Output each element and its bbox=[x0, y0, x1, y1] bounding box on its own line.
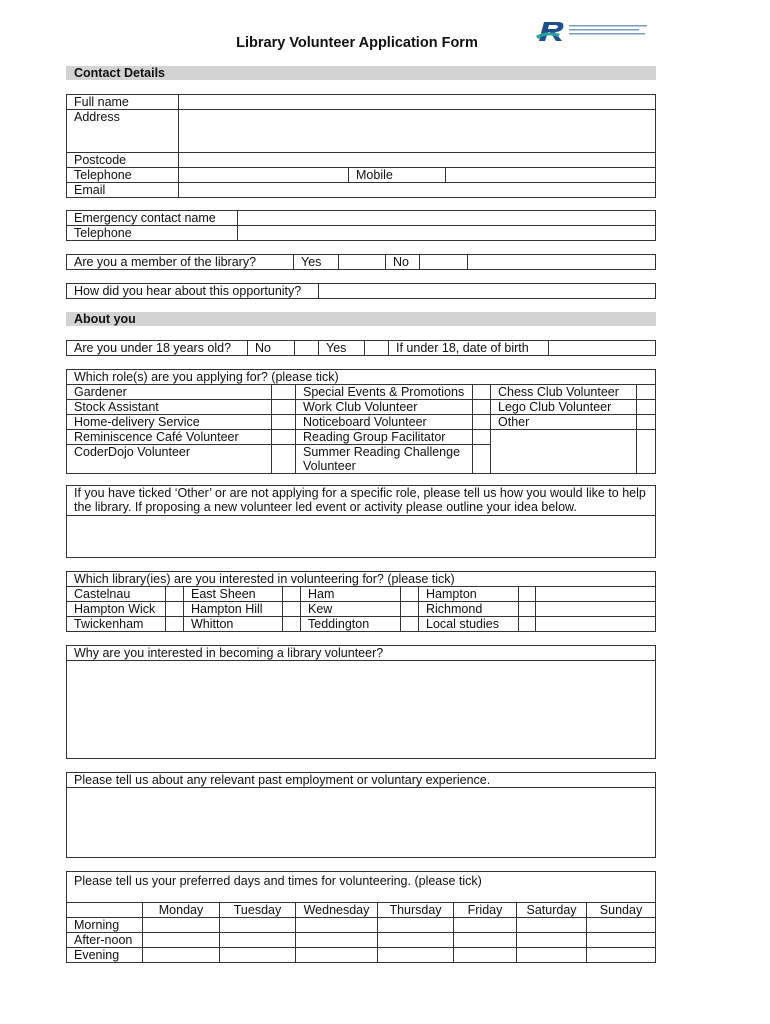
full-name-label: Full name bbox=[67, 95, 179, 110]
role-label: Other bbox=[491, 415, 637, 430]
time-label: Morning bbox=[67, 918, 143, 933]
library-label: East Sheen bbox=[184, 587, 283, 602]
role-checkbox[interactable] bbox=[637, 415, 656, 430]
library-label: Local studies bbox=[419, 617, 519, 632]
membership-no-checkbox[interactable] bbox=[420, 255, 468, 270]
address-label: Address bbox=[67, 110, 179, 153]
schedule-checkbox[interactable] bbox=[296, 948, 378, 963]
role-checkbox[interactable] bbox=[272, 385, 296, 400]
postcode-label: Postcode bbox=[67, 153, 179, 168]
schedule-checkbox[interactable] bbox=[220, 918, 296, 933]
under18-question: Are you under 18 years old? bbox=[67, 341, 248, 356]
schedule-checkbox[interactable] bbox=[378, 948, 454, 963]
role-label: Reading Group Facilitator bbox=[296, 430, 473, 445]
heard-table bbox=[66, 283, 656, 299]
role-label: Stock Assistant bbox=[67, 400, 272, 415]
role-checkbox[interactable] bbox=[473, 445, 491, 474]
library-checkbox[interactable] bbox=[166, 602, 184, 617]
library-checkbox[interactable] bbox=[519, 617, 536, 632]
emergency-contact-field[interactable] bbox=[238, 211, 656, 226]
library-checkbox[interactable] bbox=[283, 587, 301, 602]
schedule-checkbox[interactable] bbox=[454, 933, 517, 948]
library-checkbox[interactable] bbox=[166, 587, 184, 602]
library-label: Ham bbox=[301, 587, 401, 602]
heard-field[interactable] bbox=[319, 284, 656, 299]
telephone-label: Telephone bbox=[67, 168, 179, 183]
role-label: Noticeboard Volunteer bbox=[296, 415, 473, 430]
heard-question: How did you hear about this opportunity? bbox=[67, 284, 319, 299]
library-label: Hampton Hill bbox=[184, 602, 283, 617]
day-header: Friday bbox=[454, 903, 517, 918]
library-checkbox[interactable] bbox=[283, 617, 301, 632]
schedule-checkbox[interactable] bbox=[517, 948, 587, 963]
why-table bbox=[66, 645, 656, 759]
role-checkbox[interactable] bbox=[473, 430, 491, 445]
under18-yes-checkbox[interactable] bbox=[365, 341, 389, 356]
emergency-telephone-label: Telephone bbox=[67, 226, 238, 241]
library-label: Castelnau bbox=[67, 587, 166, 602]
library-checkbox[interactable] bbox=[401, 617, 419, 632]
full-name-field[interactable] bbox=[179, 95, 656, 110]
role-checkbox[interactable] bbox=[272, 415, 296, 430]
day-header: Sunday bbox=[587, 903, 656, 918]
email-field[interactable] bbox=[179, 183, 656, 198]
schedule-corner-cell bbox=[67, 903, 143, 918]
schedule-checkbox[interactable] bbox=[143, 948, 220, 963]
contact-table bbox=[66, 94, 656, 198]
emergency-telephone-field[interactable] bbox=[238, 226, 656, 241]
library-empty-cell bbox=[536, 617, 656, 632]
membership-yes-checkbox[interactable] bbox=[339, 255, 386, 270]
library-checkbox[interactable] bbox=[401, 602, 419, 617]
schedule-checkbox[interactable] bbox=[454, 948, 517, 963]
library-label: Kew bbox=[301, 602, 401, 617]
under18-no-label: No bbox=[248, 341, 295, 356]
role-checkbox[interactable] bbox=[272, 430, 296, 445]
contact-section-header: Contact Details bbox=[66, 66, 656, 80]
library-checkbox[interactable] bbox=[519, 587, 536, 602]
schedule-checkbox[interactable] bbox=[587, 918, 656, 933]
under18-table bbox=[66, 340, 656, 356]
day-header: Wednesday bbox=[296, 903, 378, 918]
schedule-checkbox[interactable] bbox=[587, 933, 656, 948]
role-label: Special Events & Promotions bbox=[296, 385, 473, 400]
schedule-checkbox[interactable] bbox=[220, 933, 296, 948]
schedule-checkbox[interactable] bbox=[517, 933, 587, 948]
mobile-field[interactable] bbox=[446, 168, 656, 183]
experience-table bbox=[66, 772, 656, 858]
schedule-checkbox[interactable] bbox=[296, 933, 378, 948]
role-label: Summer Reading Challenge Volunteer bbox=[296, 445, 473, 474]
schedule-checkbox[interactable] bbox=[296, 918, 378, 933]
schedule-checkbox[interactable] bbox=[378, 933, 454, 948]
library-checkbox[interactable] bbox=[166, 617, 184, 632]
why-field[interactable] bbox=[67, 661, 656, 759]
role-checkbox[interactable] bbox=[272, 445, 296, 474]
schedule-checkbox[interactable] bbox=[587, 948, 656, 963]
form-title: Library Volunteer Application Form bbox=[236, 35, 478, 51]
libraries-table bbox=[66, 571, 656, 632]
role-checkbox[interactable] bbox=[473, 415, 491, 430]
email-label: Email bbox=[67, 183, 179, 198]
experience-question: Please tell us about any relevant past employment or voluntary experience. bbox=[67, 773, 656, 788]
address-field[interactable] bbox=[179, 110, 656, 153]
library-label: Hampton bbox=[419, 587, 519, 602]
day-header: Monday bbox=[143, 903, 220, 918]
day-header: Saturday bbox=[517, 903, 587, 918]
role-label: Reminiscence Café Volunteer bbox=[67, 430, 272, 445]
libraries-question: Which library(ies) are you interested in volunteering for? (please tick) bbox=[67, 572, 656, 587]
telephone-field[interactable] bbox=[179, 168, 349, 183]
role-checkbox[interactable] bbox=[473, 385, 491, 400]
why-question: Why are you interested in becoming a library volunteer? bbox=[67, 646, 656, 661]
membership-table bbox=[66, 254, 656, 270]
role-empty-cell bbox=[491, 430, 637, 474]
library-empty-cell bbox=[536, 602, 656, 617]
time-label: Evening bbox=[67, 948, 143, 963]
schedule-checkbox[interactable] bbox=[143, 918, 220, 933]
membership-yes-label: Yes bbox=[294, 255, 339, 270]
library-checkbox[interactable] bbox=[401, 587, 419, 602]
membership-no-label: No bbox=[386, 255, 420, 270]
emergency-contact-label: Emergency contact name bbox=[67, 211, 238, 226]
role-label: Work Club Volunteer bbox=[296, 400, 473, 415]
time-label: After-noon bbox=[67, 933, 143, 948]
schedule-checkbox[interactable] bbox=[143, 933, 220, 948]
mobile-label: Mobile bbox=[349, 168, 446, 183]
role-label: Chess Club Volunteer bbox=[491, 385, 637, 400]
library-label: Twickenham bbox=[67, 617, 166, 632]
schedule-table bbox=[66, 871, 656, 963]
library-label: Whitton bbox=[184, 617, 283, 632]
day-header: Thursday bbox=[378, 903, 454, 918]
dob-field[interactable] bbox=[549, 341, 656, 356]
schedule-question: Please tell us your preferred days and times for volunteering. (please tick) bbox=[67, 872, 656, 903]
under18-no-checkbox[interactable] bbox=[295, 341, 319, 356]
schedule-checkbox[interactable] bbox=[378, 918, 454, 933]
library-empty-cell bbox=[536, 587, 656, 602]
schedule-checkbox[interactable] bbox=[454, 918, 517, 933]
roles-table bbox=[66, 369, 656, 474]
emergency-table bbox=[66, 210, 656, 241]
experience-field[interactable] bbox=[67, 788, 656, 858]
membership-question: Are you a member of the library? bbox=[67, 255, 294, 270]
role-label: Home-delivery Service bbox=[67, 415, 272, 430]
schedule-checkbox[interactable] bbox=[220, 948, 296, 963]
under18-yes-label: Yes bbox=[319, 341, 365, 356]
role-label: Gardener bbox=[67, 385, 272, 400]
role-label: Lego Club Volunteer bbox=[491, 400, 637, 415]
other-table bbox=[66, 485, 656, 558]
other-field[interactable] bbox=[67, 516, 656, 558]
council-logo bbox=[536, 20, 650, 44]
library-label: Teddington bbox=[301, 617, 401, 632]
dob-label: If under 18, date of birth bbox=[389, 341, 549, 356]
library-label: Richmond bbox=[419, 602, 519, 617]
library-checkbox[interactable] bbox=[283, 602, 301, 617]
postcode-field[interactable] bbox=[179, 153, 656, 168]
role-checkbox[interactable] bbox=[637, 385, 656, 400]
roles-question: Which role(s) are you applying for? (please tick) bbox=[67, 370, 656, 385]
role-empty-cell bbox=[637, 430, 656, 474]
role-label: CoderDojo Volunteer bbox=[67, 445, 272, 474]
other-instructions: If you have ticked ‘Other’ or are not applying for a specific role, please tell us how you would like to help the library. If proposing a new volunteer led event or activity please outline your idea below. bbox=[67, 486, 656, 516]
schedule-checkbox[interactable] bbox=[517, 918, 587, 933]
day-header: Tuesday bbox=[220, 903, 296, 918]
role-checkbox[interactable] bbox=[473, 400, 491, 415]
about-section-header: About you bbox=[66, 312, 656, 326]
role-checkbox[interactable] bbox=[272, 400, 296, 415]
membership-extra-cell bbox=[468, 255, 656, 270]
library-checkbox[interactable] bbox=[519, 602, 536, 617]
role-checkbox[interactable] bbox=[637, 400, 656, 415]
council-logo-icon bbox=[536, 20, 650, 44]
library-label: Hampton Wick bbox=[67, 602, 166, 617]
